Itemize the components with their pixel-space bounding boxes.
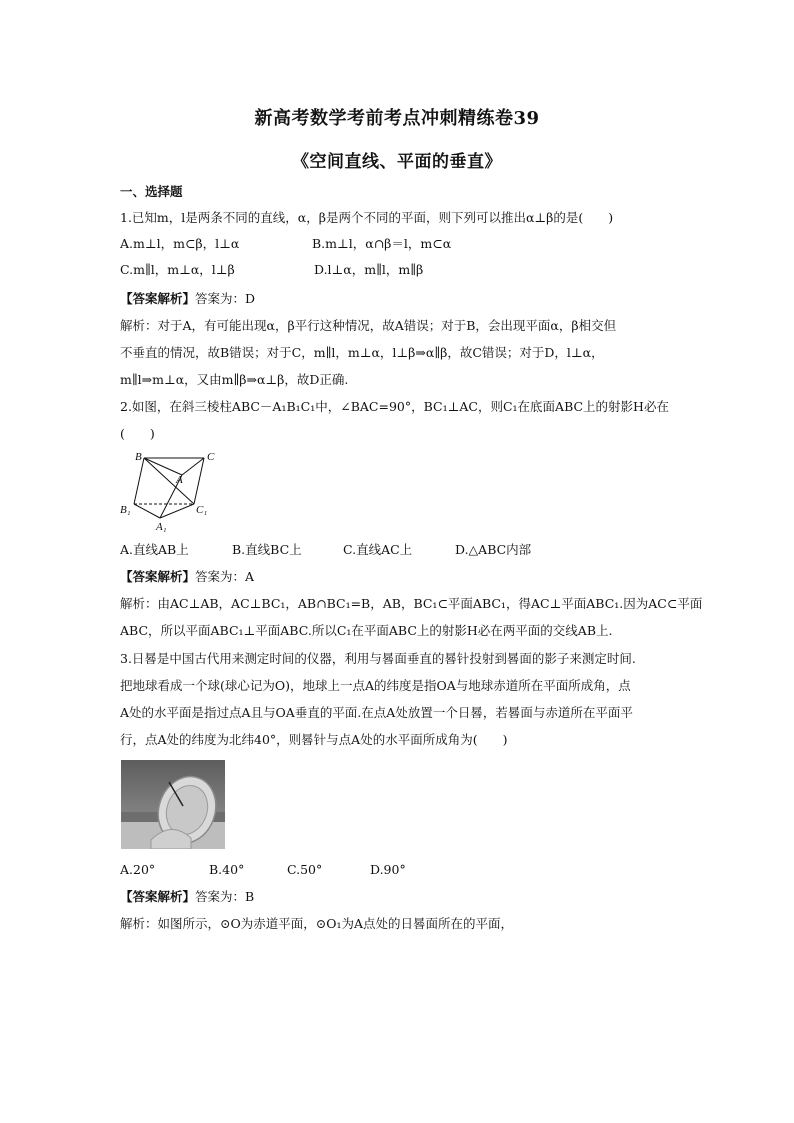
q1-answer-text: 答案为：D bbox=[195, 291, 256, 306]
page-title: 新高考数学考前考点冲刺精练卷39 bbox=[254, 108, 540, 129]
label-b: B bbox=[135, 451, 142, 463]
q2-analysis-line-2: ABC，所以平面ABC₁⊥平面ABC.所以C₁在平面ABC上的射影H必在两平面的交线AB上. bbox=[120, 623, 613, 638]
section-heading: 一、选择题 bbox=[120, 184, 183, 199]
edge-bb1 bbox=[134, 458, 144, 504]
label-a: A bbox=[176, 474, 183, 486]
q1-analysis-line-3: m∥l⇒m⊥α，又由m∥β⇒α⊥β，故D正确. bbox=[120, 372, 349, 387]
q2-analysis-line-1: 解析：由AC⊥AB，AC⊥BC₁，AB∩BC₁=B，AB，BC₁⊂平面ABC₁，得AC⊥平面ABC₁.因为AC⊂平面 bbox=[120, 596, 703, 611]
q3-stem-line-4: 行，点A处的纬度为北纬40°，则晷针与点A处的水平面所成角为( ) bbox=[120, 732, 508, 747]
q3-option-a: A.20° bbox=[120, 862, 156, 877]
q1-option-b: B.m⊥l，α∩β＝l，m⊂α bbox=[312, 236, 452, 251]
q1-answer-label: 【答案解析】 bbox=[120, 291, 196, 306]
q2-answer bbox=[120, 569, 680, 585]
q1-option-a: A.m⊥l，m⊂β，l⊥α bbox=[120, 236, 240, 251]
q1-option-c: C.m∥l，m⊥α，l⊥β bbox=[120, 262, 235, 277]
q3-analysis-line-1: 解析：如图所示，⊙O为赤道平面，⊙O₁为A点处的日晷面所在的平面， bbox=[120, 916, 513, 931]
q3-option-d: D.90° bbox=[370, 862, 406, 877]
q1-option-d: D.l⊥α，m∥l，m∥β bbox=[314, 262, 424, 277]
q2-stem-line-1: 2.如图，在斜三棱柱ABC－A₁B₁C₁中，∠BAC=90°，BC₁⊥AC，则C₁在底面ABC上的射影H必在 bbox=[120, 399, 669, 414]
q3-answer-label: 【答案解析】 bbox=[120, 889, 196, 904]
q3-stem-line-1: 3.日晷是中国古代用来测定时间的仪器，利用与晷面垂直的晷针投射到晷面的影子来测定时间. bbox=[120, 651, 636, 666]
q2-stem-line-2: ( ) bbox=[120, 426, 155, 441]
label-b1: B₁ bbox=[120, 504, 131, 516]
label-a1: A₁ bbox=[156, 521, 167, 533]
label-c: C bbox=[207, 451, 215, 463]
q2-answer-label: 【答案解析】 bbox=[120, 569, 196, 584]
q2-option-b: B.直线BC上 bbox=[232, 542, 302, 557]
q3-answer bbox=[120, 889, 680, 905]
q1-answer bbox=[120, 291, 680, 307]
q3-option-b: B.40° bbox=[209, 862, 245, 877]
edge-bc1 bbox=[144, 458, 194, 504]
label-c1: C₁ bbox=[196, 504, 208, 516]
page-subtitle: 《空间直线、平面的垂直》 bbox=[292, 152, 502, 172]
q1-stem: 1.已知m，l是两条不同的直线，α，β是两个不同的平面，则下列可以推出α⊥β的是( ) bbox=[120, 210, 614, 225]
edge-a1c1 bbox=[160, 504, 194, 518]
q2-option-a: A.直线AB上 bbox=[120, 542, 189, 557]
q3-option-c: C.50° bbox=[287, 862, 323, 877]
sundial-photo bbox=[121, 760, 225, 849]
edge-b1a1 bbox=[134, 504, 160, 518]
q3-stem-line-3: A处的水平面是指过点A且与OA垂直的平面.在点A处放置一个日晷，若晷面与赤道所在平面平 bbox=[120, 705, 633, 720]
q2-option-d: D.△ABC内部 bbox=[455, 542, 532, 557]
prism-figure bbox=[116, 448, 226, 534]
edge-ba bbox=[144, 458, 182, 475]
q1-analysis-line-2: 不垂直的情况，故B错误；对于C，m∥l，m⊥α，l⊥β⇒α∥β，故C错误；对于D，l⊥α， bbox=[120, 345, 604, 360]
q1-analysis-line-1: 解析：对于A，有可能出现α，β平行这种情况，故A错误；对于B，会出现平面α，β相交但 bbox=[120, 318, 617, 333]
q2-answer-text: 答案为：A bbox=[195, 569, 255, 584]
q2-option-c: C.直线AC上 bbox=[343, 542, 413, 557]
q3-answer-text: 答案为：B bbox=[195, 889, 255, 904]
q3-stem-line-2: 把地球看成一个球(球心记为O)，地球上一点A的纬度是指OA与地球赤道所在平面所成角，点 bbox=[120, 678, 631, 693]
